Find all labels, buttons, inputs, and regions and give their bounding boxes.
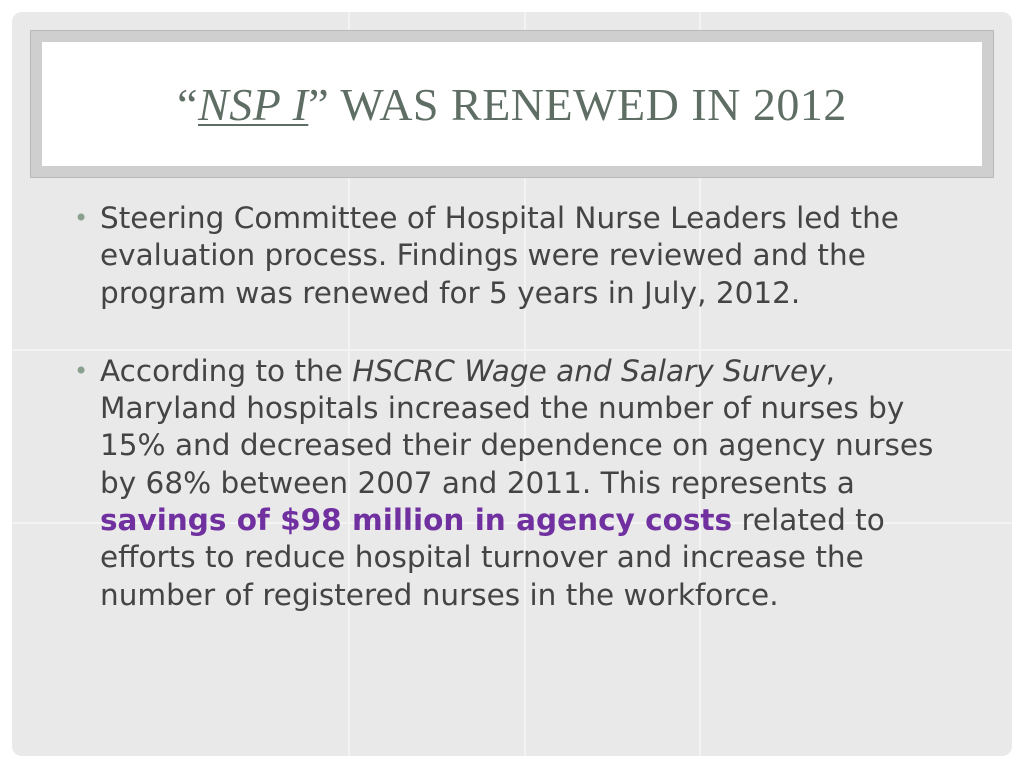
bullet-item-hscrc-survey bbox=[72, 353, 972, 614]
bullet-text: Steering Committee of Hospital Nurse Leaders led the evaluation process. Findings were reviewed and the program was renewed for 5 years in July, 2012. bbox=[100, 201, 899, 310]
bullet-marker: • bbox=[74, 204, 89, 232]
title-acronym: NSP I bbox=[198, 78, 309, 130]
bullet-closing-text: related to efforts to reduce hospital turnover and increase the number of registered nurses in the workforce. bbox=[100, 503, 885, 612]
bullet-marker: • bbox=[74, 356, 89, 385]
slide bbox=[12, 12, 1012, 756]
survey-name: HSCRC Wage and Salary Survey bbox=[352, 353, 826, 388]
title-frame bbox=[30, 30, 994, 178]
bullet-intro-text: According to the bbox=[100, 353, 353, 388]
slide-title bbox=[177, 78, 847, 131]
bullet-body-text: , Maryland hospitals increased the number of nurses by 15% and decreased their dependence on agency nurses by 68% between 2007 and 2011. This represents a bbox=[100, 353, 934, 500]
title-close-quote: ” bbox=[308, 78, 330, 130]
title-open-quote: “ bbox=[177, 78, 199, 130]
savings-highlight: savings of $98 million in agency costs bbox=[100, 503, 733, 538]
bullet-item-steering-committee bbox=[72, 200, 972, 312]
title-box bbox=[42, 42, 982, 166]
title-rest: WAS RENEWED IN 2012 bbox=[329, 78, 847, 130]
bullet-list bbox=[72, 200, 972, 614]
